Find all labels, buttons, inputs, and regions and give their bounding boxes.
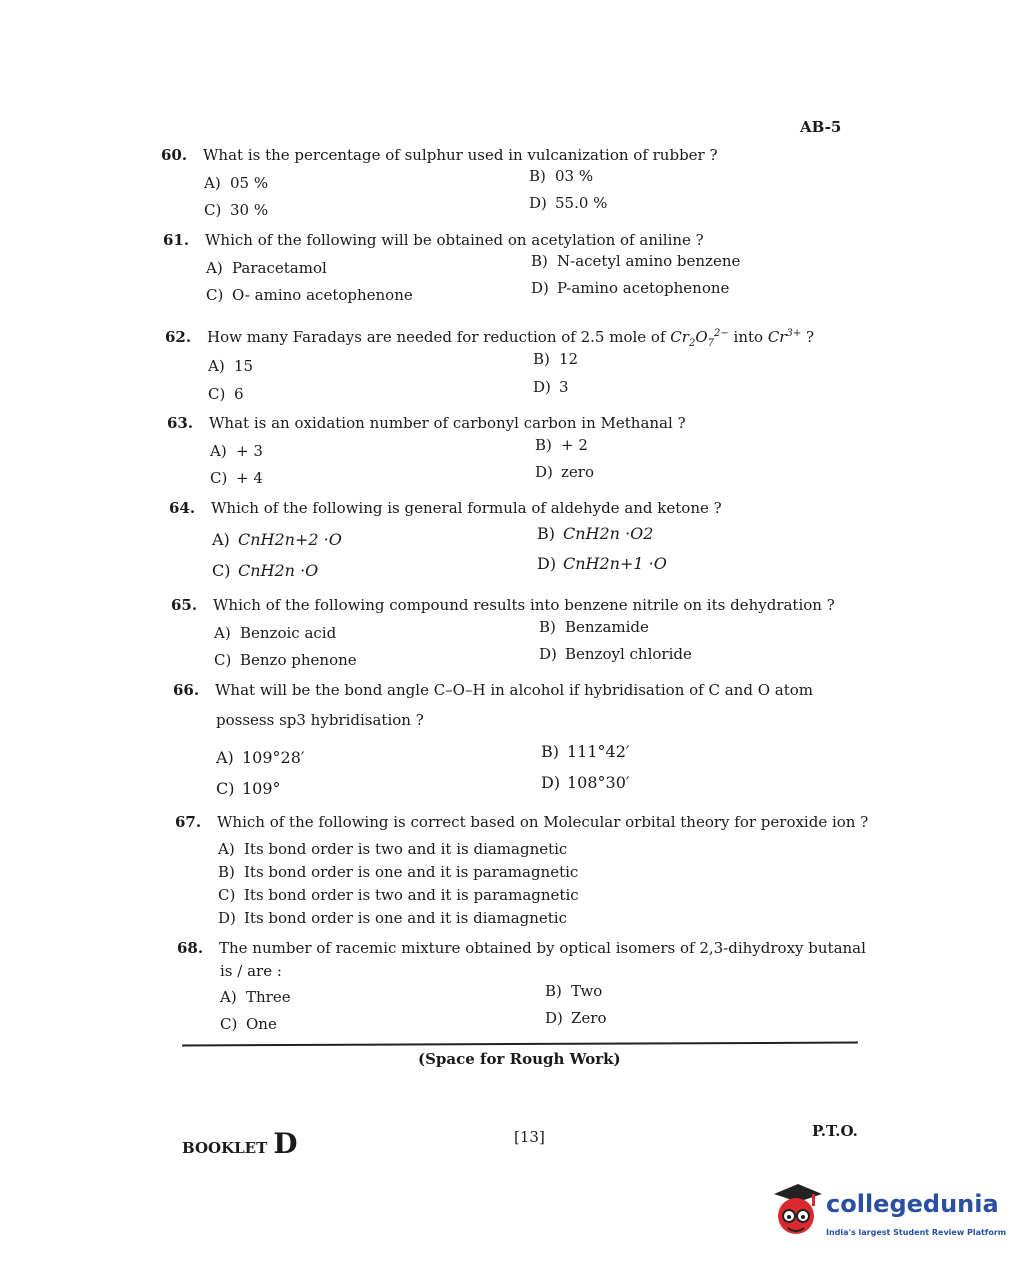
booklet-label: BOOKLET D <box>182 1127 298 1160</box>
option-a: A) Its bond order is two and it is diamagnetic <box>218 840 568 858</box>
option-c: C) Benzo phenone <box>214 651 357 669</box>
option-d: D) 108°30′ <box>541 773 630 792</box>
option-c: C) + 4 <box>210 469 263 487</box>
pto-label: P.T.O. <box>812 1122 858 1140</box>
question-text: Which of the following is correct based on Molecular orbital theory for peroxide ion ? <box>217 813 869 831</box>
question-text: How many Faradays are needed for reduction of 2.5 mole of $Cr_2O_7^{2-}$ into $Cr^{3+}$ ? <box>207 328 815 349</box>
question-number: 60. <box>161 146 188 164</box>
option-d: D) P-amino acetophenone <box>531 279 730 297</box>
option-b: B) 111°42′ <box>541 742 630 761</box>
option-d: D) CnH2n+1 ·O <box>537 554 667 573</box>
question-number: 67. <box>175 813 202 831</box>
option-b: B) 03 % <box>529 167 594 185</box>
question-text: Which of the following compound results into benzene nitrile on its dehydration ? <box>213 596 835 614</box>
question-number: 66. <box>173 681 200 699</box>
option-d: D) 55.0 % <box>529 194 608 212</box>
graduate-mascot-icon <box>768 1180 824 1242</box>
option-b: B) + 2 <box>535 436 588 454</box>
question-number: 63. <box>167 414 194 432</box>
option-d: D) 3 <box>533 378 569 396</box>
option-a: A) 15 <box>208 357 254 375</box>
booklet-letter: D <box>273 1127 298 1160</box>
option-c: C) CnH2n ·O <box>212 561 319 580</box>
option-b: B) Two <box>545 982 603 1000</box>
dichromate-formula: $Cr_2O_7^{2-}$ <box>670 328 729 349</box>
option-d: D) zero <box>535 463 594 481</box>
question-text: What will be the bond angle C–O–H in alcohol if hybridisation of C and O atom <box>215 681 813 699</box>
question-number: 61. <box>163 231 190 249</box>
question-text: The number of racemic mixture obtained by optical isomers of 2,3-dihydroxy butanal <box>219 939 866 957</box>
question-number: 64. <box>169 499 196 517</box>
option-c: C) Its bond order is two and it is paramagnetic <box>218 886 579 904</box>
option-c: C) One <box>220 1015 277 1033</box>
option-b: B) N-acetyl amino benzene <box>531 252 741 270</box>
option-b: B) CnH2n ·O2 <box>537 524 654 543</box>
divider-rule <box>182 1042 858 1047</box>
option-a: A) Paracetamol <box>206 259 327 277</box>
option-a: A) Three <box>220 988 291 1006</box>
question-66-line2: possess sp3 hybridisation ? <box>216 711 424 729</box>
option-d: D) Benzoyl chloride <box>539 645 692 663</box>
question-text: Which of the following is general formula of aldehyde and ketone ? <box>211 499 722 517</box>
collegedunia-watermark <box>768 1178 1007 1248</box>
option-a: A) + 3 <box>210 442 263 460</box>
option-b: B) Benzamide <box>539 618 649 636</box>
page-code: AB-5 <box>800 118 842 136</box>
option-a: A) 109°28′ <box>216 748 305 767</box>
question-text: What is the percentage of sulphur used in vulcanization of rubber ? <box>203 146 718 164</box>
option-b: B) Its bond order is one and it is paramagnetic <box>218 863 579 881</box>
option-c: C) 30 % <box>204 201 269 219</box>
option-a: A) 05 % <box>204 174 269 192</box>
option-b: B) 12 <box>533 350 579 368</box>
page-number: [13] <box>514 1128 545 1146</box>
chromium-ion-formula: $Cr^{3+}$ <box>767 328 802 346</box>
rough-work-label: (Space for Rough Work) <box>418 1050 621 1068</box>
option-c: C) O- amino acetophenone <box>206 286 413 304</box>
question-text: Which of the following will be obtained on acetylation of aniline ? <box>205 231 704 249</box>
option-a: A) CnH2n+2 ·O <box>212 530 342 549</box>
question-68-line2: is / are : <box>220 962 282 980</box>
question-number: 62. <box>165 328 192 346</box>
brand-name: collegedunia <box>826 1190 999 1218</box>
option-d: D) Zero <box>545 1009 607 1027</box>
option-d: D) Its bond order is one and it is diamagnetic <box>218 909 568 927</box>
question-number: 68. <box>177 939 204 957</box>
option-c: C) 6 <box>208 385 244 403</box>
question-number: 65. <box>171 596 198 614</box>
option-c: C) 109° <box>216 779 281 798</box>
question-text: What is an oxidation number of carbonyl carbon in Methanal ? <box>209 414 686 432</box>
option-a: A) Benzoic acid <box>214 624 337 642</box>
brand-tagline: India's largest Student Review Platform <box>826 1228 1007 1237</box>
